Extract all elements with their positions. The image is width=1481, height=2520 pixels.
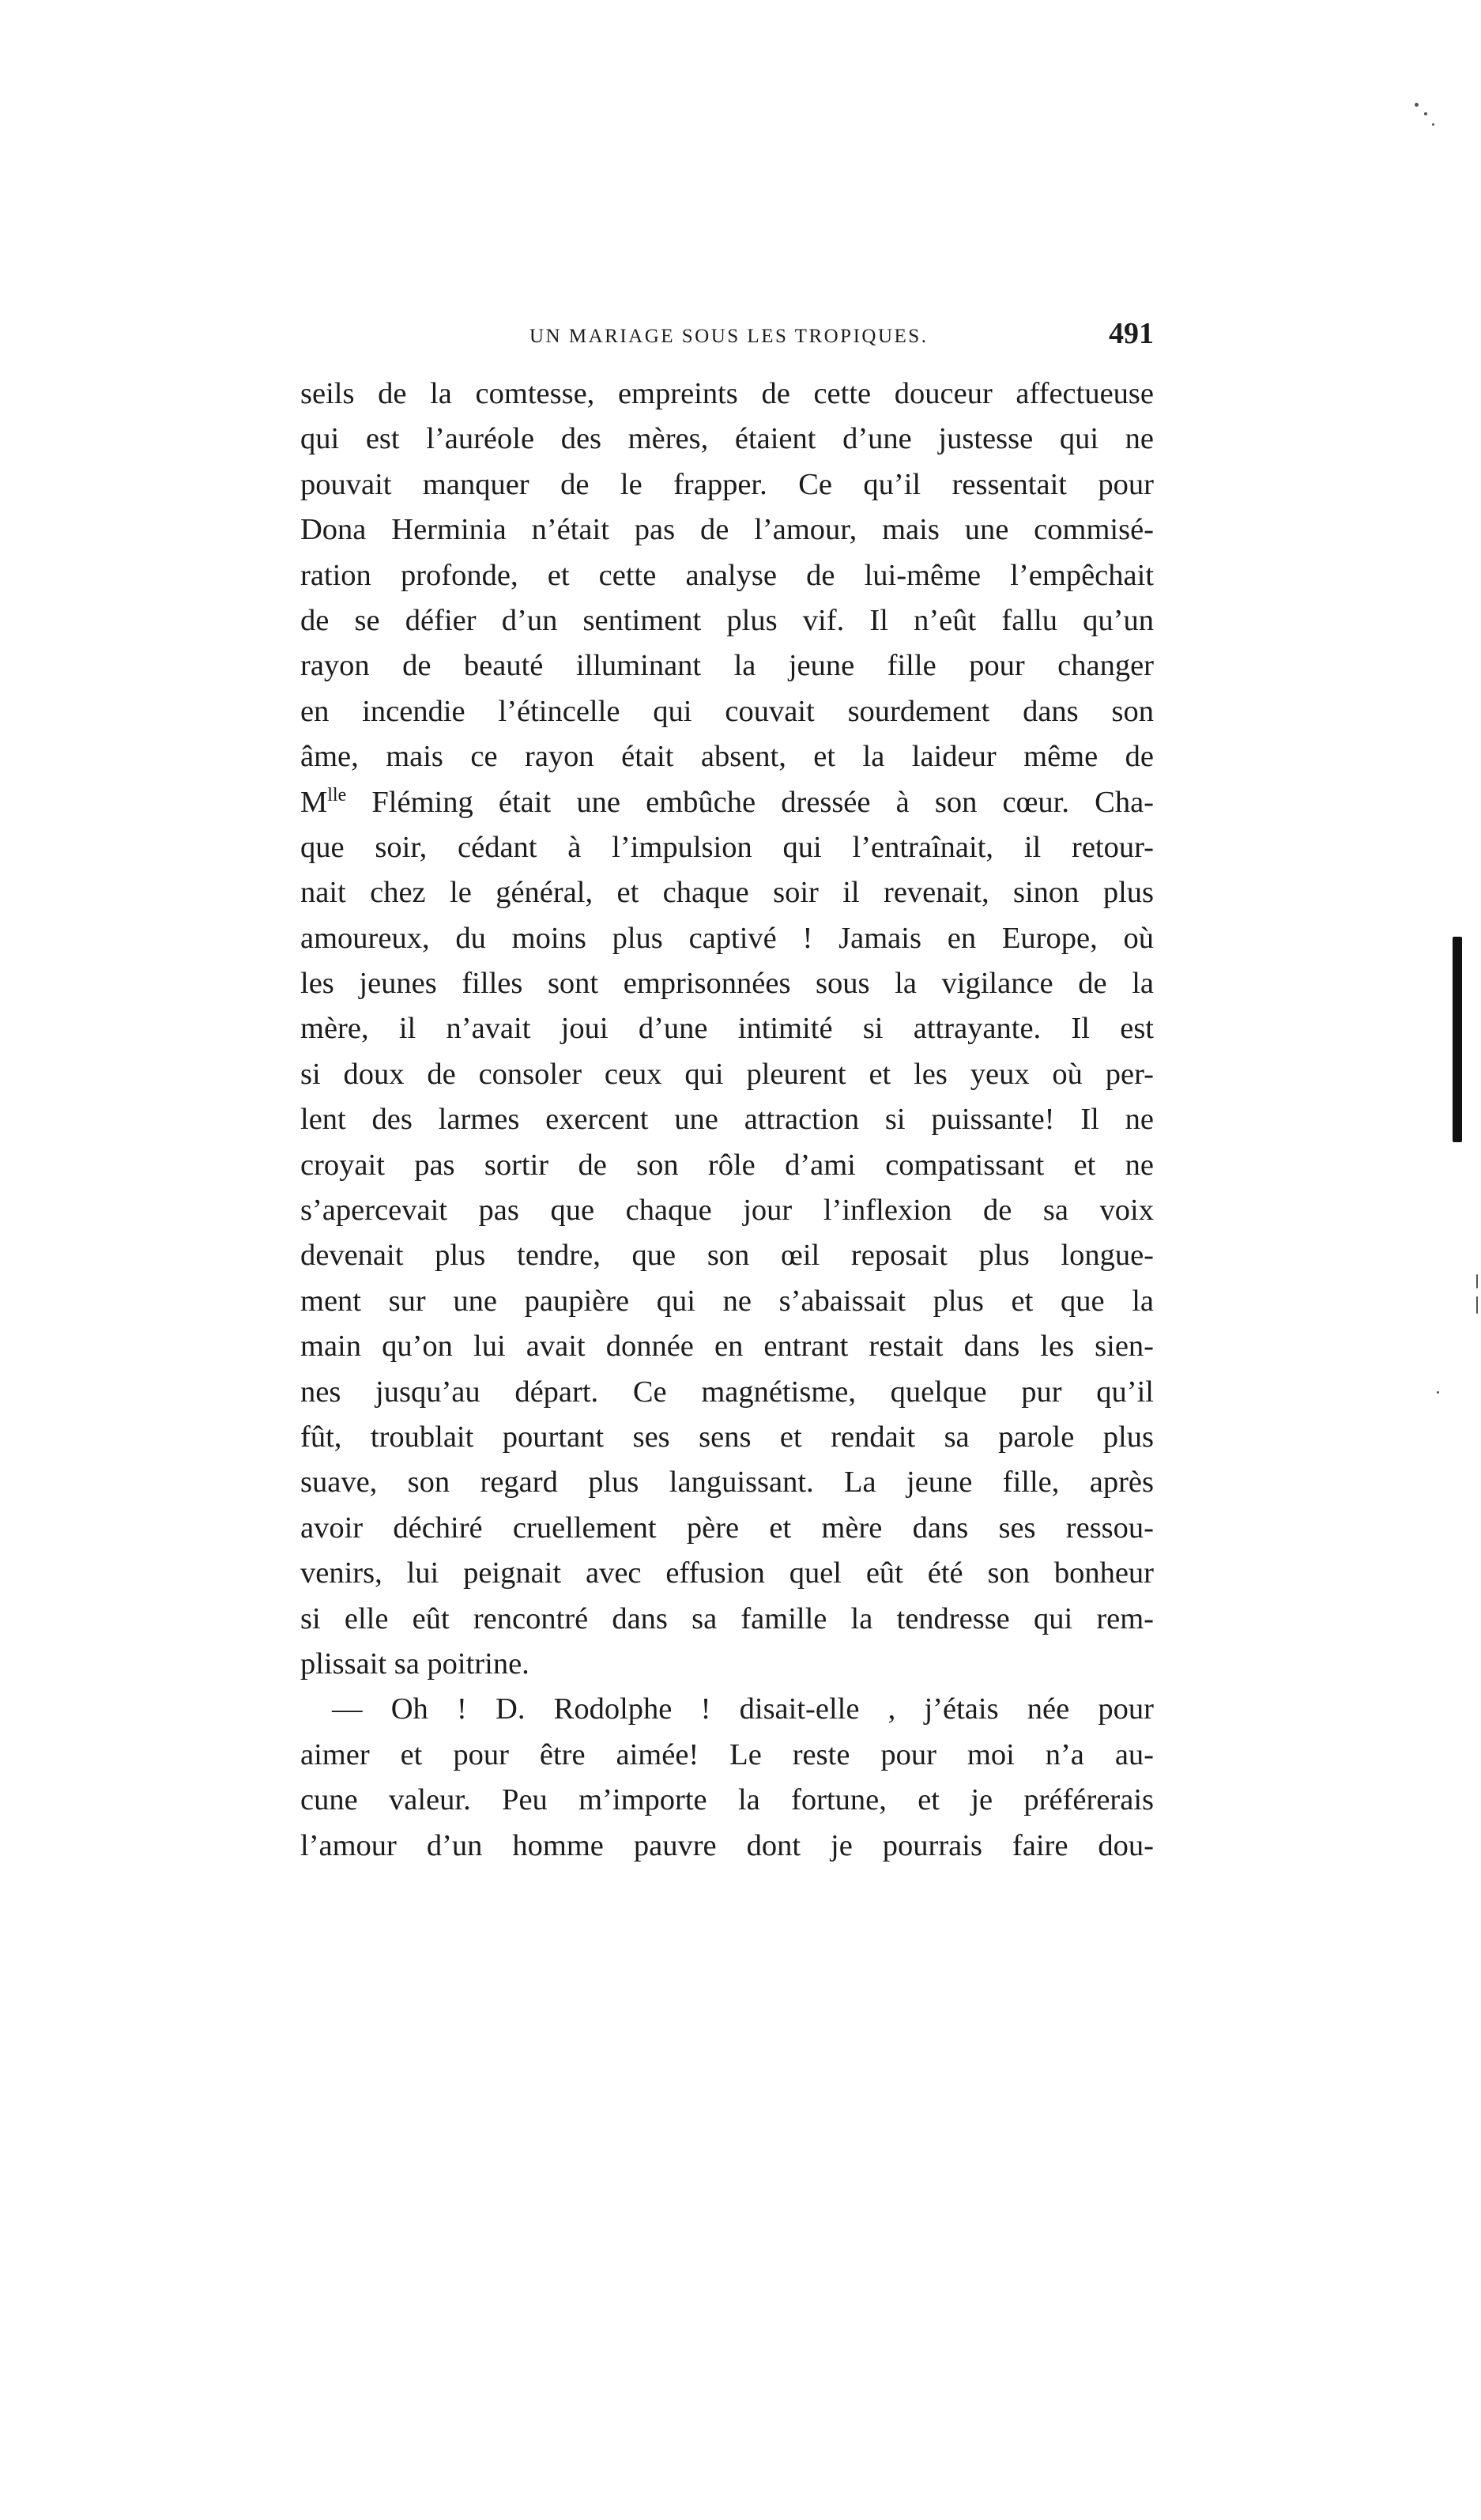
text-line: venirs, lui peignait avec effusion quel eût été son bonheur [300, 1556, 1154, 1590]
text-line: aimer et pour être aimée! Le reste pour moi n’a au- [300, 1737, 1154, 1771]
scan-speck [1476, 1296, 1478, 1314]
text-line: avoir déchiré cruellement père et mère dans ses ressou- [300, 1511, 1154, 1545]
text-line: de se défier d’un sentiment plus vif. Il n’eût fallu qu’un [300, 603, 1154, 637]
text-line: main qu’on lui avait donnée en entrant restait dans les sien- [300, 1330, 1154, 1364]
text-line: pouvait manquer de le frapper. Ce qu’il ressentait pour [300, 467, 1154, 501]
text-line: Dona Herminia n’était pas de l’amour, mais une commisé- [300, 513, 1154, 547]
text-line: — Oh ! D. Rodolphe ! disait-elle , j’étais née pour [332, 1692, 1154, 1726]
text-line: ration profonde, et cette analyse de lui-même l’empêchait [300, 558, 1154, 592]
running-title: UN MARIAGE SOUS LES TROPIQUES. [529, 326, 929, 347]
text-line: si doux de consoler ceux qui pleurent et les yeux où per- [300, 1057, 1154, 1091]
text-line: plissait sa poitrine. [300, 1647, 529, 1681]
text-line: rayon de beauté illuminant la jeune fille pour changer [300, 649, 1154, 683]
text-line: seils de la comtesse, empreints de cette douceur affectueuse [300, 377, 1154, 410]
text-line: qui est l’auréole des mères, étaient d’une justesse qui ne [300, 422, 1154, 456]
text-line: que soir, cédant à l’impulsion qui l’entraînait, il retour- [300, 830, 1154, 864]
text-line [300, 780, 1154, 825]
page-number: 491 [1109, 317, 1154, 350]
scan-speck [1437, 1391, 1439, 1394]
text-line: lent des larmes exercent une attraction si puissante! Il ne [300, 1103, 1154, 1137]
text-fragment: Fléming était une embûche dressée à son cœur. Cha- [346, 785, 1154, 819]
text-line: âme, mais ce rayon était absent, et la laideur même de [300, 740, 1154, 774]
scan-speck [1424, 112, 1427, 115]
scan-speck [1476, 1274, 1478, 1288]
scan-speck [1432, 123, 1434, 126]
text-line: amoureux, du moins plus captivé ! Jamais en Europe, où [300, 921, 1154, 955]
margin-ink-mark [1453, 937, 1462, 1142]
text-fragment: M [300, 785, 328, 819]
superscript-abbreviation: lle [327, 784, 347, 805]
text-line: nes jusqu’au départ. Ce magnétisme, quelque pur qu’il [300, 1375, 1154, 1409]
body-text [300, 372, 1154, 1869]
scan-speck [1415, 103, 1419, 107]
text-line: suave, son regard plus languissant. La jeune fille, après [300, 1466, 1154, 1500]
text-line: ment sur une paupière qui ne s’abaissait plus et que la [300, 1284, 1154, 1318]
text-line: croyait pas sortir de son rôle d’ami compatissant et ne [300, 1148, 1154, 1182]
text-line: cune valeur. Peu m’importe la fortune, et je préférerais [300, 1783, 1154, 1817]
text-line: nait chez le général, et chaque soir il revenait, sinon plus [300, 876, 1154, 910]
text-line: l’amour d’un homme pauvre dont je pourrais faire dou- [300, 1828, 1154, 1862]
text-line: s’apercevait pas que chaque jour l’inflexion de sa voix [300, 1194, 1154, 1228]
text-line: en incendie l’étincelle qui couvait sourdement dans son [300, 694, 1154, 728]
running-header [300, 316, 1154, 364]
text-line: si elle eût rencontré dans sa famille la tendresse qui rem- [300, 1601, 1154, 1635]
text-line: devenait plus tendre, que son œil reposait plus longue- [300, 1239, 1154, 1273]
text-line: mère, il n’avait joui d’une intimité si attrayante. Il est [300, 1012, 1154, 1046]
text-line: fût, troublait pourtant ses sens et rendait sa parole plus [300, 1420, 1154, 1454]
text-line: les jeunes filles sont emprisonnées sous la vigilance de la [300, 967, 1154, 1001]
